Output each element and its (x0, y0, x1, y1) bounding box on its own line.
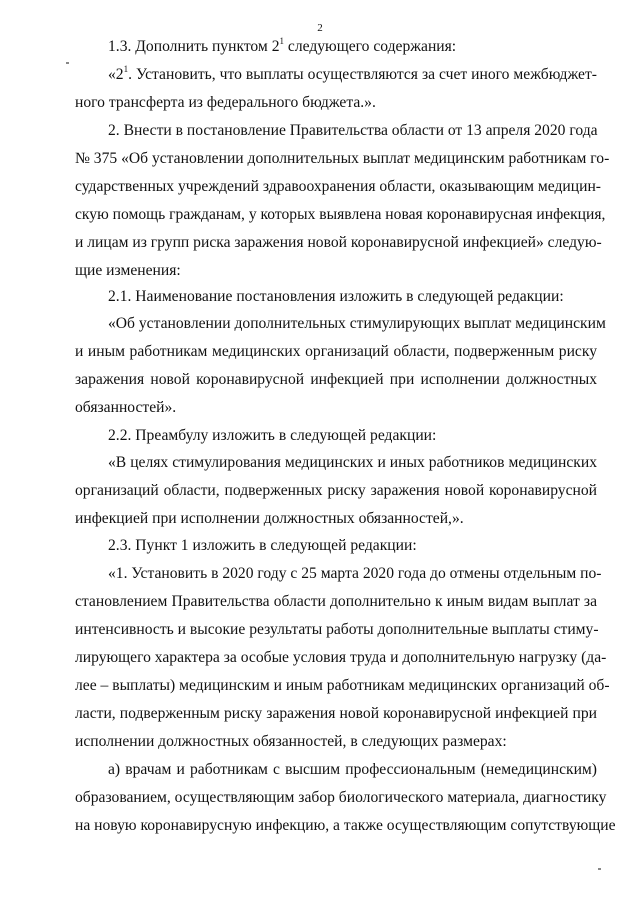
scan-mark (598, 868, 601, 870)
text-line: «$2^1$. Установить, что выплаты осуществляются за счет иного межбюджет- (108, 64, 597, 83)
text-line: заражения новой коронавирусной инфекцией при исполнении должностных (75, 371, 597, 388)
superscript: 1 (123, 64, 129, 74)
text-line: ного трансферта из федерального бюджета.». (75, 94, 376, 111)
text-line: «1. Установить в 2020 году с 25 марта 2020 года до отмены отдельным по- (108, 565, 602, 582)
text-line: скую помощь гражданам, у которых выявлена новая коронавирусная инфекция, (75, 206, 606, 223)
text-line: сударственных учреждений здравоохранения области, оказывающим медицин- (75, 178, 601, 195)
text-line: интенсивность и высокие результаты работы дополнительные выплаты стиму- (75, 621, 599, 638)
text-line: и лицам из групп риска заражения новой коронавирусной инфекцией» следую- (75, 234, 602, 251)
text-line: 2. Внести в постановление Правительства области от 13 апреля 2020 года (108, 122, 598, 139)
text-line: щие изменения: (75, 262, 181, 279)
text-line: организаций области, подверженных риску заражения новой коронавирусной (75, 482, 597, 499)
page-number: 2 (317, 22, 323, 34)
text-line: 2.1. Наименование постановления изложить в следующей редакции: (108, 288, 564, 305)
superscript: 1 (279, 36, 284, 46)
text-line: а) врачам и работникам с высшим профессиональным (немедицинским) (108, 761, 597, 778)
text-line: на новую коронавирусную инфекцию, а также осуществляющим сопутствующие (75, 817, 616, 834)
text-line: лирующего характера за особые условия труда и дополнительную нагрузку (да- (75, 649, 607, 666)
text-line: «В целях стимулирования медицинских и иных работников медицинских (108, 454, 597, 471)
text-line: становлением Правительства области дополнительно к иным видам выплат за (75, 593, 597, 610)
scan-mark (66, 62, 69, 64)
text-line: лее – выплаты) медицинским и иным работникам медицинских организаций об- (75, 677, 610, 694)
text-line: № 375 «Об установлении дополнительных выплат медицинским работникам го- (75, 150, 610, 167)
text-line: 2.3. Пункт 1 изложить в следующей редакции: (108, 537, 417, 554)
text-line: образованием, осуществляющим забор биологического материала, диагностику (75, 789, 607, 806)
text-line: «Об установлении дополнительных стимулирующих выплат медицинским (108, 315, 606, 332)
text-line: исполнении должностных обязанностей, в следующих размерах: (75, 733, 507, 750)
text-line: и иным работникам медицинских организаций области, подверженным риску (75, 343, 597, 360)
text-line: 1.3. Дополнить пунктом $2^1$ следующего содержания: (108, 36, 457, 55)
text-line: инфекцией при исполнении должностных обязанностей,». (75, 510, 464, 527)
text-line: обязанностей». (75, 399, 177, 416)
text-line: ласти, подверженным риску заражения новой коронавирусной инфекцией при (75, 705, 597, 722)
text-line: 2.2. Преамбулу изложить в следующей редакции: (108, 427, 437, 444)
